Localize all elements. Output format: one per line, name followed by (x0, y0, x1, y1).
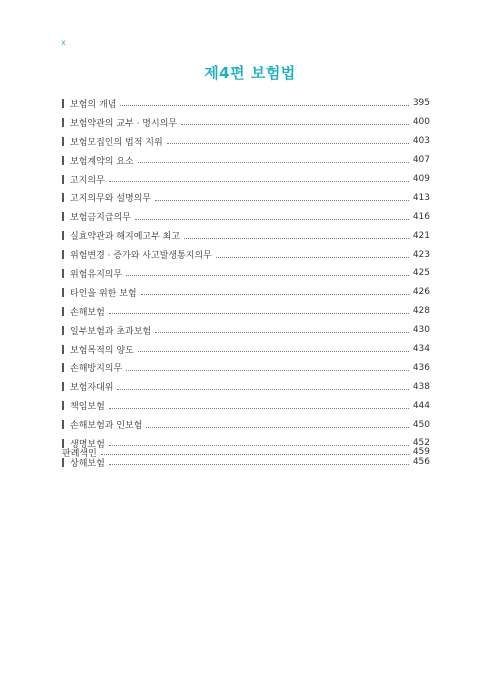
toc-entry[interactable] (62, 283, 430, 302)
bullet-bar (62, 118, 64, 127)
toc-page-number: 395 (412, 98, 430, 109)
bullet-bar (62, 137, 64, 146)
toc-entry-label: 일부보험과 초과보험 (70, 326, 152, 337)
toc-entry-label: 보험목적의 양도 (70, 345, 134, 356)
dot-leader (146, 426, 408, 428)
index-page-number: 459 (412, 447, 430, 457)
toc-entry-label: 고지의무 (70, 175, 105, 186)
toc-page-number: 430 (412, 325, 430, 336)
toc-page-number: 452 (412, 438, 430, 449)
toc-page-number: 444 (412, 400, 430, 411)
dot-leader (184, 237, 409, 239)
toc-entry[interactable] (62, 377, 430, 396)
bullet-bar (62, 212, 64, 221)
bullet-bar (62, 175, 64, 184)
toc-entry[interactable] (62, 207, 430, 226)
toc-page-number: 428 (412, 306, 430, 317)
page-title: 제4편 보험법 (204, 64, 296, 82)
bullet-bar (62, 99, 64, 108)
toc-entry[interactable] (62, 302, 430, 321)
toc-entry-label: 고지의무와 설명의무 (70, 194, 152, 205)
dot-leader (216, 256, 409, 258)
toc-entry[interactable] (62, 132, 430, 151)
toc-entry[interactable] (62, 226, 430, 245)
toc-entry[interactable] (62, 321, 430, 340)
dot-leader (126, 274, 409, 276)
toc-entry[interactable] (62, 245, 430, 264)
toc-entry-label: 보험의 개념 (70, 99, 117, 110)
toc-entry[interactable] (62, 264, 430, 283)
toc-page-number: 434 (412, 344, 430, 355)
dot-leader (117, 388, 408, 390)
dot-leader (155, 199, 409, 201)
bullet-bar (62, 326, 64, 335)
toc-page-number: 421 (412, 230, 430, 241)
toc-page-number: 425 (412, 268, 430, 279)
bullet-bar (62, 269, 64, 278)
dot-leader (138, 161, 409, 163)
bullet-bar (62, 363, 64, 372)
toc-entry-label: 손해방지의무 (70, 364, 123, 375)
bullet-bar (62, 250, 64, 259)
toc-entry-label: 손해보험 (70, 307, 105, 318)
bullet-bar (62, 288, 64, 297)
dot-leader (101, 453, 409, 455)
bullet-bar (62, 382, 64, 391)
toc-entry-label: 보험자대위 (70, 383, 114, 394)
dot-leader (135, 218, 409, 220)
toc-entry[interactable] (62, 170, 430, 189)
bullet-bar (62, 156, 64, 165)
dot-leader (167, 142, 409, 144)
bullet-bar (62, 193, 64, 202)
bullet-bar (62, 307, 64, 316)
toc-entry-label: 타인을 위한 보험 (70, 288, 137, 299)
toc-page-number: 426 (412, 287, 430, 298)
dot-leader (109, 312, 409, 314)
dot-leader (109, 407, 409, 409)
toc-entry-label: 보험계약의 요소 (70, 156, 134, 167)
bullet-bar (62, 345, 64, 354)
page-marker: x (61, 38, 66, 47)
toc-page-number: 403 (412, 136, 430, 147)
dot-leader (138, 350, 409, 352)
toc-entry[interactable] (62, 396, 430, 415)
bullet-bar (62, 420, 64, 429)
toc-entry[interactable] (62, 340, 430, 359)
toc-entry-label: 책임보험 (70, 402, 105, 413)
toc-entry[interactable] (62, 188, 430, 207)
toc-page-number: 409 (412, 174, 430, 184)
table-of-contents (62, 94, 430, 472)
dot-leader (120, 104, 408, 106)
index-label: 판례색인 (62, 448, 97, 459)
toc-entry-label: 실효약관과 해지예고부 최고 (70, 232, 181, 243)
toc-entry-label: 위험유지의무 (70, 269, 123, 280)
toc-page-number: 456 (412, 457, 430, 468)
toc-entry-label: 보험약관의 교부 · 명시의무 (70, 118, 178, 129)
toc-entry-label: 상해보험 (70, 458, 105, 469)
dot-leader (141, 293, 409, 295)
toc-page-number: 407 (412, 155, 430, 166)
toc-entry[interactable] (62, 415, 430, 434)
toc-page-number: 438 (412, 381, 430, 392)
toc-page-number: 413 (412, 192, 430, 203)
toc-entry-label: 손해보험과 인보험 (70, 421, 143, 432)
toc-entry-label: 생명보험 (70, 439, 105, 450)
dot-leader (155, 331, 409, 333)
dot-leader (181, 123, 409, 125)
toc-entry[interactable] (62, 94, 430, 113)
toc-entry[interactable] (62, 151, 430, 170)
toc-entry-label: 보험모집인의 법적 지위 (70, 137, 163, 148)
toc-entry[interactable] (62, 113, 430, 132)
bullet-bar (62, 401, 64, 410)
toc-page-number: 450 (412, 419, 430, 430)
toc-page-number: 423 (412, 249, 430, 260)
dot-leader (109, 463, 409, 465)
toc-entry-label: 보험금지급의무 (70, 213, 131, 224)
toc-page-number: 436 (412, 362, 430, 373)
toc-entry[interactable] (62, 358, 430, 377)
dot-leader (126, 369, 409, 371)
toc-entry-label: 위험변경 · 증가와 사고발생통지의무 (70, 251, 212, 262)
bullet-bar (62, 231, 64, 240)
toc-page-number: 416 (412, 211, 430, 222)
dot-leader (109, 180, 409, 182)
index-entry[interactable] (62, 443, 430, 461)
toc-page-number: 400 (412, 117, 430, 128)
